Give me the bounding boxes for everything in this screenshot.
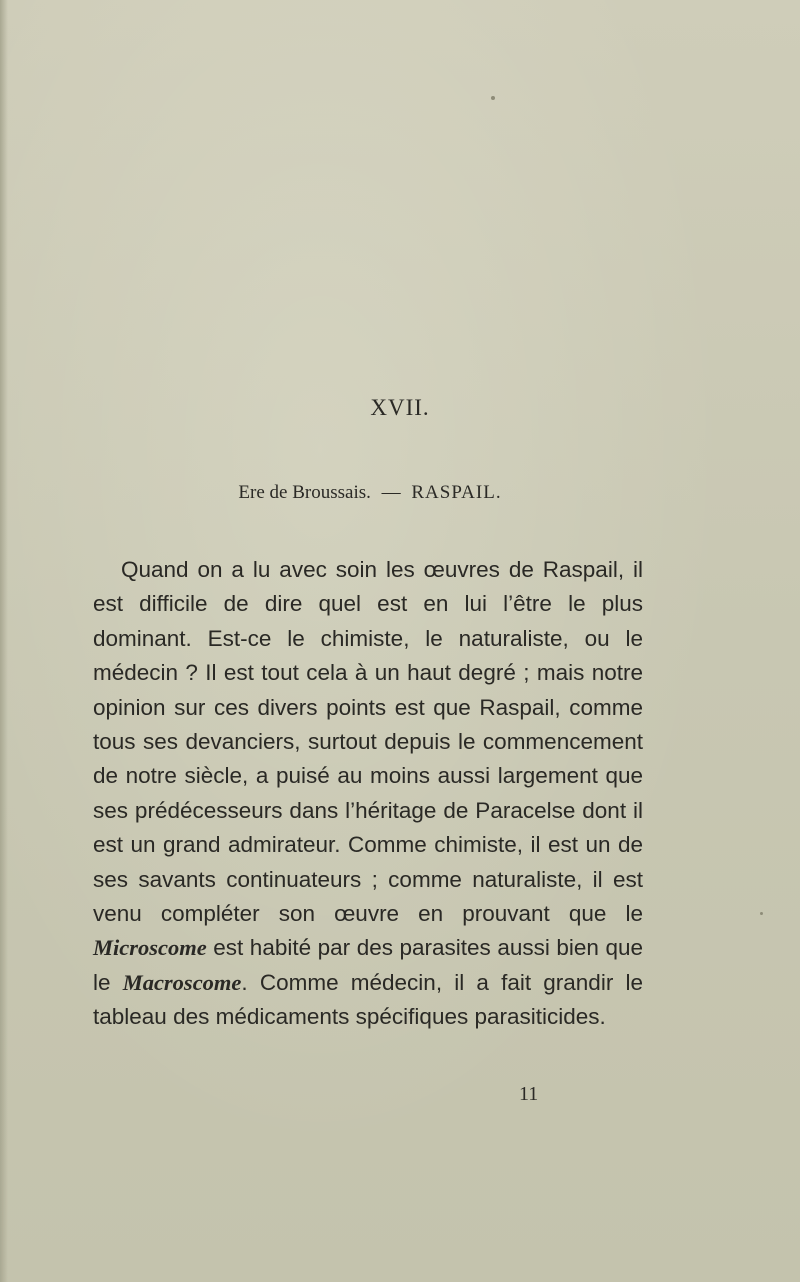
paper-speck [760,912,763,915]
paper-speck [491,96,495,100]
body-paragraph [93,553,643,1035]
chapter-title-separator: — [381,482,401,503]
paragraph-italic-term: Microscome [93,935,207,961]
paragraph-italic-term: Macroscome [122,969,242,995]
chapter-title-name: RASPAIL. [411,482,502,503]
chapter-number: XVII. [370,395,430,420]
paragraph-text: . Comme médecin, il a fait grandir le tableau des médicaments spécifiques parasiticides. [93,969,643,1030]
page-number: 11 [519,1083,539,1105]
paragraph-text: est habité par des parasites aussi bien que le [93,935,643,995]
chapter-title [0,482,740,504]
paragraph-text: Quand on a lu avec soin les œuvres de Raspail, il est difficile de dire quel est en lui l’être le plus dominant. Est-ce le chimiste, le naturaliste, ou le médecin ? Il est tout cela à un haut degré ; mais notre opinion sur ces divers points est que Raspail, comme tous ses devanciers, surtout depuis le commencement de notre siècle, a puisé au moins aussi largement que ses prédécesseurs dans l’héritage de Paracelse dont il est un grand admirateur. Comme chimiste, il est un de ses savants continuateurs ; comme naturaliste, il est venu compléter son œuvre en prouvant que le [93,557,643,927]
page-binding-edge [0,0,8,1282]
chapter-title-era: Ere de Broussais. [238,482,371,503]
